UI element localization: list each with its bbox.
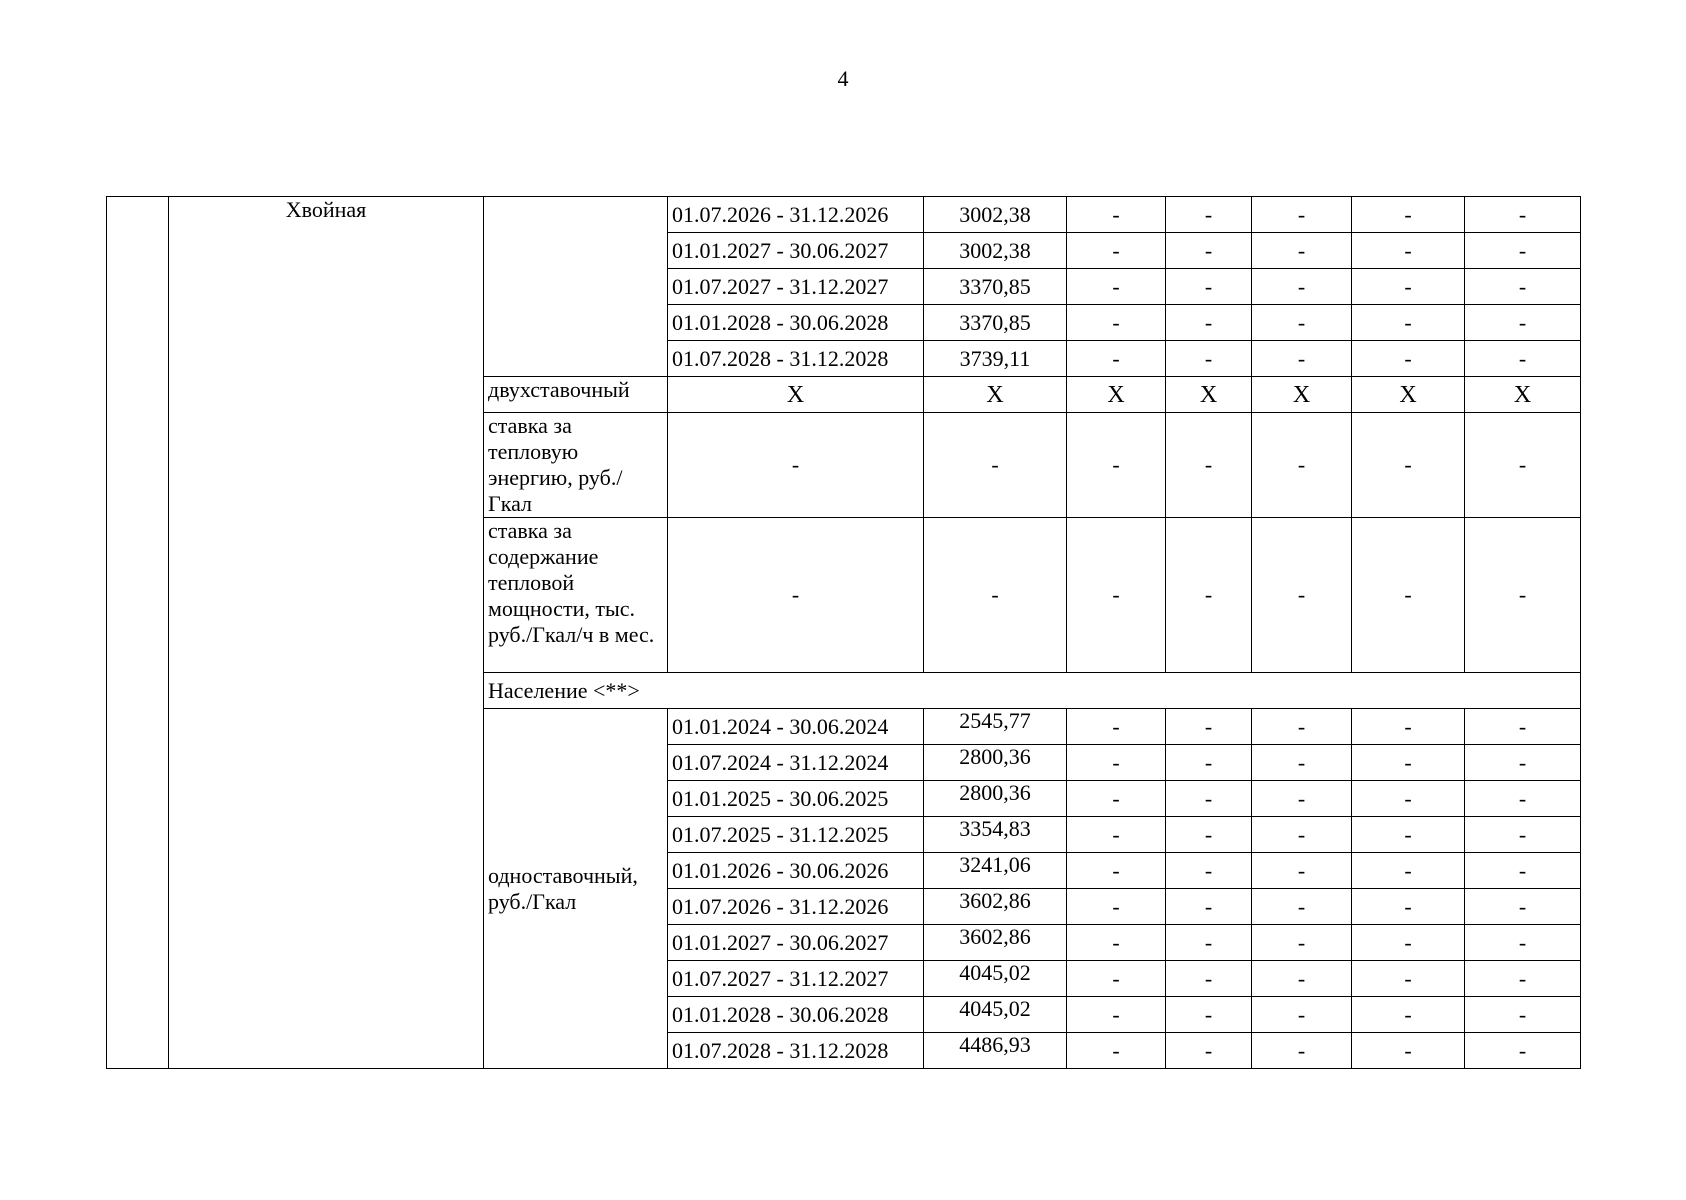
empty-value-cell: - [1067,518,1166,673]
period-cell: 01.01.2028 - 30.06.2028 [668,997,924,1033]
empty-value-cell: - [1067,341,1166,377]
empty-value-cell: - [1166,305,1252,341]
tariff-value-cell: 3002,38 [924,233,1067,269]
period-cell: 01.01.2024 - 30.06.2024 [668,709,924,745]
empty-value-cell: - [1252,1033,1352,1069]
empty-value-cell: - [1465,341,1581,377]
tariff-type-cell [484,197,668,377]
empty-value-cell: - [1465,745,1581,781]
empty-value-cell: - [1166,817,1252,853]
empty-value-cell: - [1352,889,1465,925]
two-rate-label: двухставочный [484,377,668,413]
empty-value-cell: - [1252,233,1352,269]
period-cell: 01.07.2027 - 31.12.2027 [668,961,924,997]
not-applicable-mark: X [924,377,1067,413]
empty-value-cell: - [1352,233,1465,269]
tariff-value-cell: 3370,85 [924,269,1067,305]
period-cell: 01.01.2026 - 30.06.2026 [668,853,924,889]
empty-value-cell: - [1252,961,1352,997]
empty-value-cell: - [1166,781,1252,817]
empty-value-cell: - [924,518,1067,673]
empty-value-cell: - [1252,781,1352,817]
tariff-value-cell: 3241,06 [924,853,1067,889]
empty-value-cell: - [1465,781,1581,817]
tariff-value-cell: 4486,93 [924,1033,1067,1069]
tariff-value-cell: 3602,86 [924,889,1067,925]
empty-value-cell: - [1067,413,1166,518]
period-cell: 01.01.2028 - 30.06.2028 [668,305,924,341]
rate-energy-label: ставка за тепловую энергию, руб./Гкал [484,413,668,518]
empty-value-cell: - [1166,197,1252,233]
empty-value-cell: - [1352,961,1465,997]
tariff-value-cell: 3370,85 [924,305,1067,341]
tariff-table-body [107,197,1581,1069]
empty-value-cell: - [1166,518,1252,673]
empty-value-cell: - [1352,925,1465,961]
not-applicable-mark: X [1465,377,1581,413]
table-row [107,197,1581,233]
empty-value-cell: - [1465,413,1581,518]
period-cell: 01.07.2027 - 31.12.2027 [668,269,924,305]
tariff-value-cell: 3354,83 [924,817,1067,853]
empty-value-cell: - [1252,817,1352,853]
empty-value-cell: - [1465,518,1581,673]
period-cell: 01.07.2026 - 31.12.2026 [668,889,924,925]
empty-value-cell: - [668,518,924,673]
empty-value-cell: - [1352,341,1465,377]
empty-value-cell: - [1465,305,1581,341]
empty-value-cell: - [1067,889,1166,925]
empty-value-cell: - [1465,961,1581,997]
period-cell: 01.01.2027 - 30.06.2027 [668,233,924,269]
empty-value-cell: - [1166,341,1252,377]
tariff-table [106,196,1581,1069]
empty-value-cell: - [1465,709,1581,745]
not-applicable-mark: X [1067,377,1166,413]
empty-value-cell: - [1352,709,1465,745]
period-cell: 01.07.2024 - 31.12.2024 [668,745,924,781]
empty-value-cell: - [1352,853,1465,889]
empty-value-cell: - [1465,197,1581,233]
empty-value-cell: - [1252,925,1352,961]
empty-value-cell: - [1067,961,1166,997]
empty-value-cell: - [1067,709,1166,745]
tariff-value-cell: 4045,02 [924,961,1067,997]
empty-value-cell: - [1067,925,1166,961]
empty-value-cell: - [1465,997,1581,1033]
row-number-cell [107,197,169,1069]
empty-value-cell: - [924,413,1067,518]
empty-value-cell: - [1352,413,1465,518]
empty-value-cell: - [1352,745,1465,781]
empty-value-cell: - [1252,341,1352,377]
period-cell: 01.07.2025 - 31.12.2025 [668,817,924,853]
population-section-header: Население <**> [484,673,1581,709]
empty-value-cell: - [1352,518,1465,673]
period-cell: 01.07.2028 - 31.12.2028 [668,1033,924,1069]
empty-value-cell: - [1067,817,1166,853]
empty-value-cell: - [1166,745,1252,781]
empty-value-cell: - [1252,997,1352,1033]
empty-value-cell: - [1465,233,1581,269]
empty-value-cell: - [1252,269,1352,305]
empty-value-cell: - [1067,745,1166,781]
period-cell: 01.01.2027 - 30.06.2027 [668,925,924,961]
empty-value-cell: - [1067,305,1166,341]
empty-value-cell: - [1166,233,1252,269]
empty-value-cell: - [1067,997,1166,1033]
empty-value-cell: - [1465,269,1581,305]
not-applicable-mark: X [1352,377,1465,413]
single-rate-type-cell: одноставочный, руб./Гкал [484,709,668,1069]
empty-value-cell: - [1166,961,1252,997]
empty-value-cell: - [1465,853,1581,889]
settlement-name-cell: Хвойная [169,197,484,1069]
tariff-value-cell: 3602,86 [924,925,1067,961]
empty-value-cell: - [1352,269,1465,305]
period-cell: 01.07.2026 - 31.12.2026 [668,197,924,233]
empty-value-cell: - [1166,269,1252,305]
empty-value-cell: - [1465,1033,1581,1069]
empty-value-cell: - [1166,709,1252,745]
tariff-value-cell: 3002,38 [924,197,1067,233]
empty-value-cell: - [1252,413,1352,518]
empty-value-cell: - [1166,997,1252,1033]
empty-value-cell: - [1252,709,1352,745]
empty-value-cell: - [1166,1033,1252,1069]
empty-value-cell: - [1352,817,1465,853]
tariff-value-cell: 2800,36 [924,745,1067,781]
empty-value-cell: - [1252,889,1352,925]
period-cell: 01.07.2028 - 31.12.2028 [668,341,924,377]
not-applicable-mark: X [1252,377,1352,413]
empty-value-cell: - [1067,197,1166,233]
empty-value-cell: - [1067,1033,1166,1069]
empty-value-cell: - [1067,781,1166,817]
page-number: 4 [837,66,849,91]
not-applicable-mark: X [1166,377,1252,413]
empty-value-cell: - [1166,889,1252,925]
empty-value-cell: - [1067,269,1166,305]
empty-value-cell: - [1067,853,1166,889]
tariff-value-cell: 4045,02 [924,997,1067,1033]
empty-value-cell: - [1166,925,1252,961]
not-applicable-mark: X [668,377,924,413]
empty-value-cell: - [1352,197,1465,233]
empty-value-cell: - [1166,413,1252,518]
tariff-value-cell: 2545,77 [924,709,1067,745]
empty-value-cell: - [1352,997,1465,1033]
empty-value-cell: - [1252,745,1352,781]
empty-value-cell: - [1252,518,1352,673]
empty-value-cell: - [668,413,924,518]
empty-value-cell: - [1352,305,1465,341]
rate-capacity-label: ставка за содержание тепловой мощности, тыс. руб./Гкал/ч в мес. [484,518,668,673]
period-cell: 01.01.2025 - 30.06.2025 [668,781,924,817]
empty-value-cell: - [1252,853,1352,889]
empty-value-cell: - [1352,1033,1465,1069]
empty-value-cell: - [1166,853,1252,889]
empty-value-cell: - [1465,889,1581,925]
tariff-value-cell: 2800,36 [924,781,1067,817]
empty-value-cell: - [1352,781,1465,817]
empty-value-cell: - [1252,197,1352,233]
empty-value-cell: - [1465,925,1581,961]
tariff-value-cell: 3739,11 [924,341,1067,377]
empty-value-cell: - [1252,305,1352,341]
empty-value-cell: - [1465,817,1581,853]
empty-value-cell: - [1067,233,1166,269]
